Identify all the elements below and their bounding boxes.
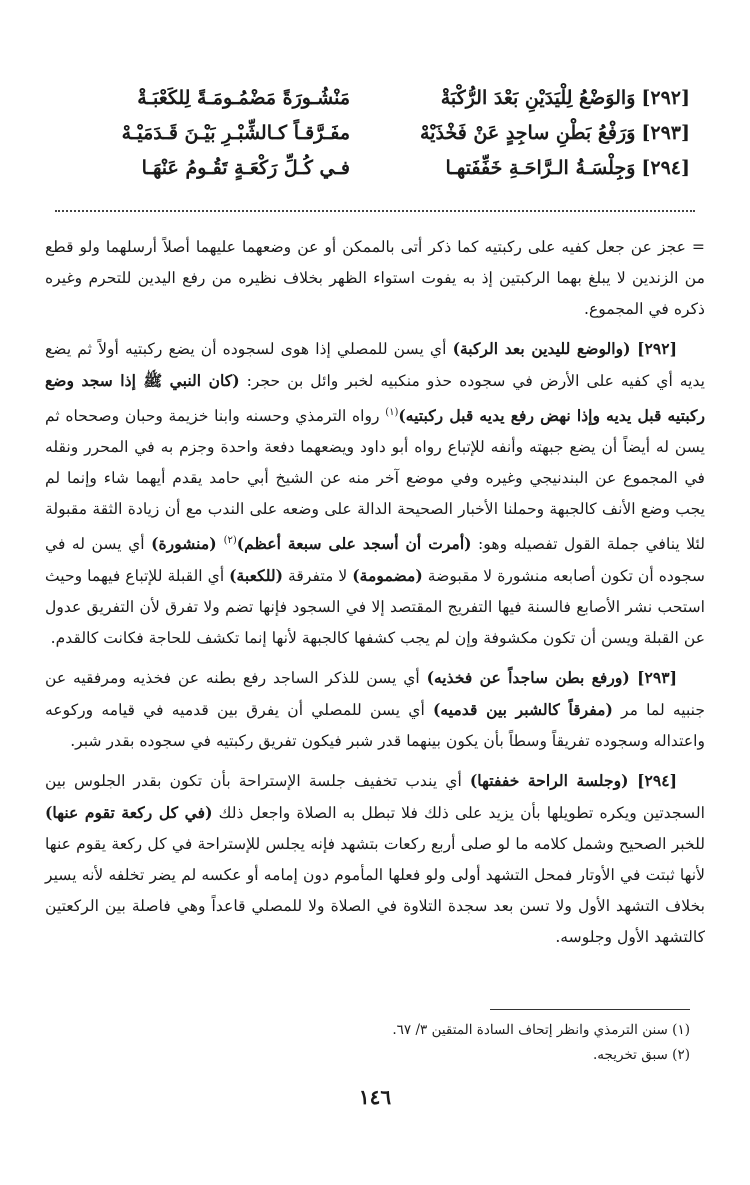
verse-quote: (في كل ركعة تقوم عنها) bbox=[45, 803, 213, 823]
footnote-item bbox=[60, 1043, 690, 1068]
footnotes bbox=[60, 1018, 690, 1068]
verse-first-hemistich bbox=[390, 157, 690, 179]
footnote-number: (٢) bbox=[672, 1047, 690, 1063]
verse-row bbox=[60, 150, 690, 185]
footnote-number: (١) bbox=[672, 1022, 690, 1038]
text-run: للخبر الصحيح وشمل كلامه ما لو صلى أربع ركعات بتشهد فإنه يجلس للإستراحة في كل ركعة يقوم عنها لأنها ثبتت في الأوتار فمحل التشهد أولى ولو فعلها المأموم دون إمامه أو عكسه لم يضر تخلفه لأنه يسير بخلاف التشهد الأول ولا تسن بعد سجدة التلاوة في الصلاة ولا للمصلي قاعداً وهي فاصلة بين الركعتين كالتشهد الأول وجلوسه. bbox=[45, 835, 705, 947]
text-run: أي القبلة للإتباع فيهما وحيث استحب نشر الأصابع فالسنة فيها التفريج المقتصد إلا في السجود فإنها تضم ولا تفرق لأن التفريق عدول عن القبلة ويسن أن تكون مكشوفة وإن لم يجب كشفها كالجبهة لأنها إنما تكشف للحاجة فكانت كالقدم. bbox=[45, 567, 705, 648]
verse-second-hemistich: مَنْشُـورَةً مَضْمُـومَـةً لِلكَعْبَـةْ bbox=[137, 86, 350, 109]
footnote-separator bbox=[490, 1009, 690, 1010]
footnote-text: سبق تخريجه. bbox=[593, 1047, 668, 1063]
verse-row bbox=[60, 115, 690, 150]
verse-quote: (مضمومة) bbox=[352, 566, 423, 586]
text-run: لا متفرقة bbox=[283, 567, 353, 586]
verse-number: [٢٩٣] bbox=[641, 121, 690, 144]
verse-text: وَجِلْسَـةُ الـرَّاحَـةِ خَفِّفَتهـا bbox=[445, 156, 636, 179]
footnote-item bbox=[60, 1018, 690, 1043]
verse-quote: [٢٩٣] (ورفع بطن ساجداً عن فخذيه) bbox=[426, 668, 677, 688]
page-number: ١٤٦ bbox=[358, 1085, 392, 1109]
hadith-quote: (كان النبي ﷺ إذا سجد وضع ركبتيه قبل يديه وإذا نهض رفع يديه قبل ركبتيه) bbox=[45, 371, 705, 426]
verse-first-hemistich bbox=[390, 122, 690, 144]
dotted-separator bbox=[55, 210, 695, 212]
verse-quote: [٢٩٢] (والوضع لليدين بعد الركبة) bbox=[452, 339, 677, 358]
verse-quote: [٢٩٤] (وجلسة الراحة خففتها) bbox=[469, 771, 678, 791]
footnote-ref: (١) bbox=[385, 407, 399, 418]
text-run: أي يندب تخفيف جلسة الإستراحة بأن تكون بقدر الجلوس بين السجدتين ويكره تطويلها بأن يزيد على ذلك فلا تبطل به الصلاة واجعل ذلك bbox=[45, 772, 705, 823]
text-run: أي يسن له في سجوده أن تكون أصابعه منشورة لا مقبوضة bbox=[45, 535, 705, 586]
hadith-quote: (أمرت أن أسجد على سبعة أعظم) bbox=[236, 534, 472, 554]
verse-number: [٢٩٢] bbox=[641, 86, 690, 109]
verse-number: [٢٩٤] bbox=[641, 156, 690, 179]
verse-quote: (منشورة) bbox=[151, 534, 224, 554]
verse-quote: (مفرقاً كالشبر بين قدميه) bbox=[433, 700, 613, 720]
commentary-paragraph-294 bbox=[45, 765, 705, 953]
text-run: أي يسن للذكر الساجد رفع بطنه عن فخذيه ومرفقيه عن جنبيه لما مر bbox=[45, 669, 705, 720]
verse-text: وَالوَضْعُ لِلْيَدَيْنِ بَعْدَ الرُّكْبَةْ bbox=[440, 86, 636, 109]
verse-text: وَرَفْعُ بَطْنِ ساجِدٍ عَنْ فَخْذَيْهْ bbox=[420, 121, 636, 144]
commentary-paragraph-293 bbox=[45, 662, 705, 757]
text-run: أي يسن للمصلي إذا هوى لسجوده أن يضع ركبتيه أولاً ثم يضع يديه أي كفيه على الأرض في سجوده حذو منكبيه لخبر وائل بن حجر: bbox=[45, 340, 705, 390]
verse-first-hemistich bbox=[390, 87, 690, 109]
footnote-ref: (٢) bbox=[223, 535, 237, 547]
verse-row bbox=[60, 80, 690, 115]
verse-second-hemistich: مفَـرَّقـاً كـالشِّبْـرِ بَيْـنَ قَـدَمَيْـهْ bbox=[121, 121, 350, 144]
commentary-body bbox=[45, 232, 705, 961]
commentary-continuation: = عجز عن جعل كفيه على ركبتيه كما ذكر أتى بالممكن أو عن وضعهما عليهما أصلاً أرسلهما ولو قطع من الزندين لا يبلغ بهما الركبتين إذ به يفوت استواء الظهر بخلاف نظيره من رفع اليدين للتحرم وغيره ذكره في المجموع. bbox=[45, 238, 705, 318]
text-run: أي يسن للمصلي أن يفرق بين قدميه في قيامه وركوعه واعتداله وسجوده تفريقاً وسطاً بأن يكون بينهما قدر شبر فيكون تفريق ركبتيه في سجوده بقدر شبر. bbox=[45, 701, 705, 751]
verse-quote: (للكعبة) bbox=[229, 566, 284, 586]
commentary-paragraph-292 bbox=[45, 333, 705, 654]
text-run: رواه الترمذي وحسنه وابنا خزيمة وحبان وصححاه ثم يسن له أيضاً أن يضع جبهته وأنفه للإتباع رواه أبو داود ويضعهما دفعة واحدة وجزم به في المحرر ونقله في المجموع عن البندنيجي وغيره وفي موضع آخر منه عن الشيخ أبي حامد يقدم أيهما شاء وإنما لم يجب وضع الأنف كالجبهة وحملنا الأخبار الصحيحة الدالة على وضعه على الندب مع أن زيادة الثقة مقبولة لئلا ينافي جملة القول تفصيله وهو: bbox=[45, 407, 705, 554]
footnote-text: سنن الترمذي وانظر إتحاف السادة المتقين ٣/ ٦٧. bbox=[392, 1022, 668, 1038]
verse-block bbox=[60, 80, 690, 185]
verse-second-hemistich: فـي كُـلِّ رَكْعَـةٍ تَقُـومُ عَنْهَـا bbox=[141, 156, 350, 179]
